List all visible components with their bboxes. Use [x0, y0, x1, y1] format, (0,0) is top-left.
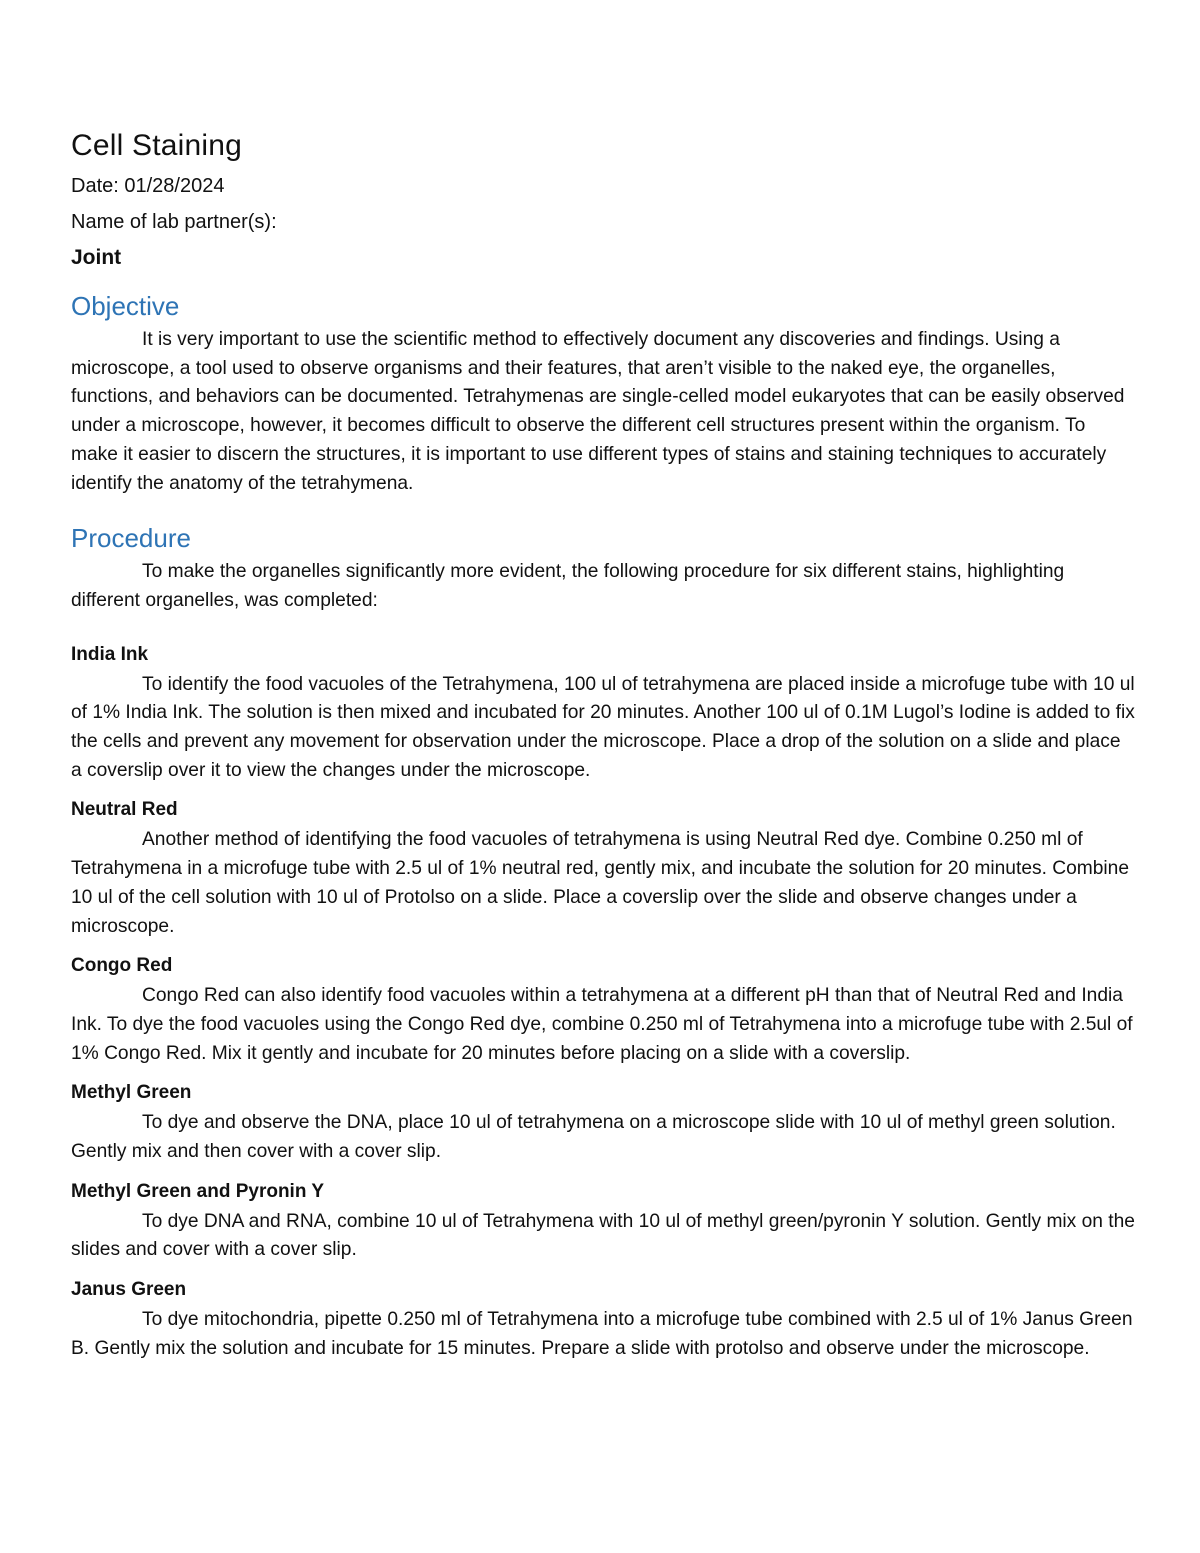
lab-partners-value: Joint — [71, 246, 122, 269]
stain-paragraph: To identify the food vacuoles of the Tetrahymena, 100 ul of tetrahymena are placed inside a microfuge tube with 10 ul of 1% India Ink. The solution is then mixed and incubated for 20 minutes. Another 100 ul of 0.1M Lugol’s Iodine is added to fix the cells and prevent any movement for observation under the microscope. Place a drop of the solution on a slide and place a coverslip over it to view the changes under the microscope. — [71, 673, 1135, 781]
stain-heading: Janus Green — [71, 1279, 187, 1301]
stain-janus-green — [71, 1277, 1136, 1363]
stain-heading: Congo Red — [71, 955, 173, 977]
objective-heading: Objective — [71, 291, 180, 321]
procedure-section — [71, 522, 1136, 1363]
stain-paragraph: To dye and observe the DNA, place 10 ul of tetrahymena on a microscope slide with 10 ul of methyl green solution. Gently mix and then cover with a cover slip. — [71, 1112, 1116, 1163]
objective-section — [71, 290, 1136, 498]
stain-neutral-red — [71, 797, 1136, 941]
stain-heading: Methyl Green and Pyronin Y — [71, 1180, 325, 1202]
procedure-intro: To make the organelles significantly more evident, the following procedure for six different stains, highlighting different organelles, was completed: — [71, 561, 1065, 611]
date-line: Date: 01/28/2024 — [71, 175, 225, 197]
stain-paragraph: To dye DNA and RNA, combine 10 ul of Tetrahymena with 10 ul of methyl green/pyronin Y solution. Gently mix on the slides and cover with a cover slip. — [71, 1210, 1135, 1261]
document-page — [71, 128, 1136, 1364]
stain-paragraph: Congo Red can also identify food vacuoles within a tetrahymena at a different pH than that of Neutral Red and India Ink. To dye the food vacuoles using the Congo Red dye, combine 0.250 ml of Tetrahymena into a microfuge tube with 2.5ul of 1% Congo Red. Mix it gently and incubate for 20 minutes before placing on a slide with a coverslip. — [71, 985, 1133, 1064]
stain-heading: Neutral Red — [71, 799, 178, 821]
stain-india-ink — [71, 642, 1136, 786]
objective-paragraph: It is very important to use the scientific method to effectively document any discoveries and findings. Using a microscope, a tool used to observe organisms and their features, that aren’t visible to the naked eye, the organelles, functions, and behaviors can be documented. Tetrahymenas are single-celled model eukaryotes that can be easily observed under a microscope, however, it becomes difficult to observe the different cell structures present within the organism. To make it easier to discern the structures, it is important to use different types of stains and staining techniques to accurately identify the anatomy of the tetrahymena. — [71, 329, 1125, 494]
document-title: Cell Staining — [71, 129, 243, 162]
stain-methyl-green-pyronin-y — [71, 1179, 1136, 1265]
stain-methyl-green — [71, 1080, 1136, 1166]
stain-heading: Methyl Green — [71, 1082, 192, 1104]
stain-paragraph: To dye mitochondria, pipette 0.250 ml of Tetrahymena into a microfuge tube combined with 2.5 ul of 1% Janus Green B. Gently mix the solution and incubate for 15 minutes. Prepare a slide with protolso and observe under the microscope. — [71, 1309, 1133, 1359]
stain-paragraph: Another method of identifying the food vacuoles of tetrahymena is using Neutral Red dye. Combine 0.250 ml of Tetrahymena in a microfuge tube with 2.5 ul of 1% neutral red, gently mix, and incubate the solution for 20 minutes. Combine 10 ul of the cell solution with 10 ul of Protolso on a slide. Place a coverslip over the slide and observe changes under a microscope. — [71, 829, 1130, 937]
procedure-heading: Procedure — [71, 523, 191, 554]
stain-congo-red — [71, 953, 1136, 1068]
lab-partners-label: Name of lab partner(s): — [71, 211, 277, 233]
stain-heading: India Ink — [71, 643, 149, 665]
